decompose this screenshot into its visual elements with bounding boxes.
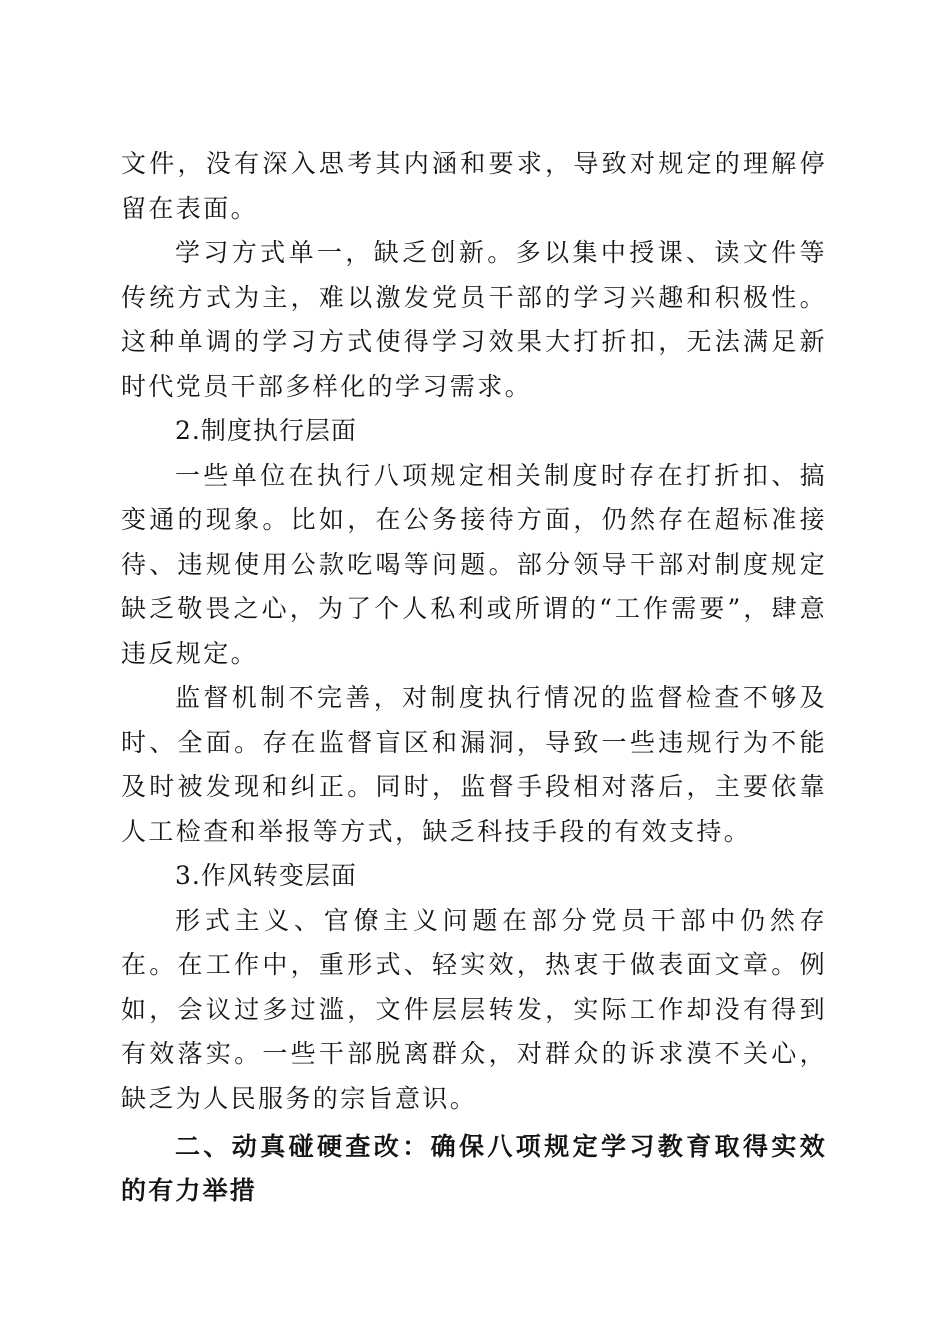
paragraph-learning-method: 学习方式单一，缺乏创新。多以集中授课、读文件等传统方式为主，难以激发党员干部的学习兴趣和积极性。这种单调的学习方式使得学习效果大打折扣，无法满足新时代党员干部多样化的学习需求。: [121, 238, 827, 401]
section-heading: 二、动真碰硬查改：确保八项规定学习教育取得实效的有力举措: [121, 1132, 827, 1205]
paragraph-formalism: 形式主义、官僚主义问题在部分党员干部中仍然存在。在工作中，重形式、轻实效，热衷于做表面文章。例如，会议过多过滥，文件层层转发，实际工作却没有得到有效落实。一些干部脱离群众，对群众的诉求漠不关心，缺乏为人民服务的宗旨意识。: [121, 905, 827, 1113]
subheading-institution-execution: 2.制度执行层面: [175, 416, 357, 445]
paragraph-supervision-mechanism: 监督机制不完善，对制度执行情况的监督检查不够及时、全面。存在监督盲区和漏洞，导致一些违规行为不能及时被发现和纠正。同时，监督手段相对落后，主要依靠人工检查和举报等方式，缺乏科技手段的有效支持。: [121, 683, 827, 846]
paragraph-execution-discount: 一些单位在执行八项规定相关制度时存在打折扣、搞变通的现象。比如，在公务接待方面，仍然存在超标准接待、违规使用公款吃喝等问题。部分领导干部对制度规定缺乏敬畏之心，为了个人私利或所谓的“工作需要”，肆意违反规定。: [121, 460, 827, 668]
paragraph-continuation: 文件，没有深入思考其内涵和要求，导致对规定的理解停留在表面。: [121, 149, 827, 223]
document-body: [121, 142, 827, 1213]
subheading-style-change: 3.作风转变层面: [175, 861, 357, 890]
